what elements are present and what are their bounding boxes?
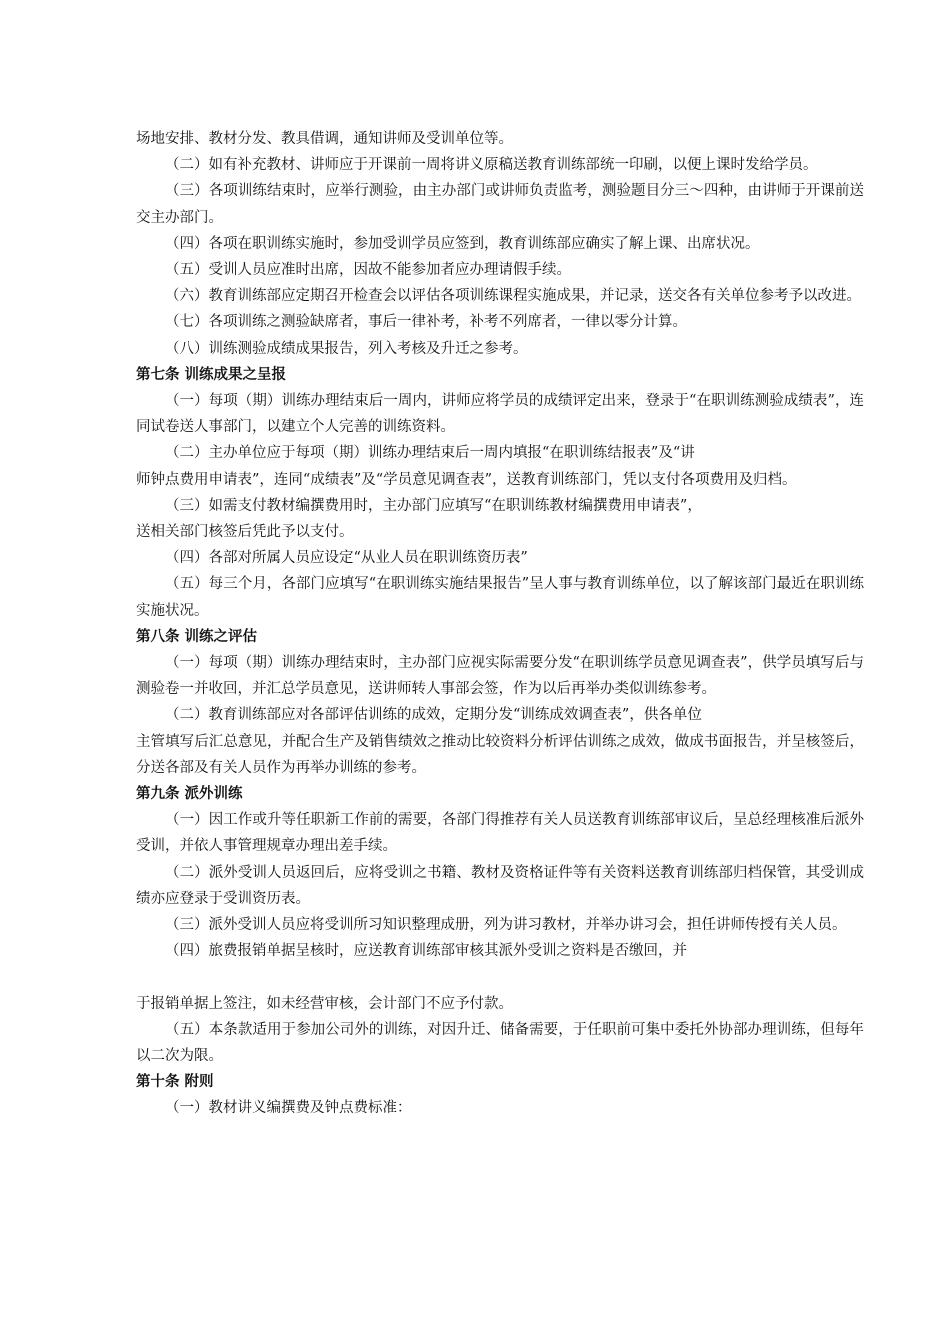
paragraph: 师钟点费用申请表”，连同“成绩表”及“学员意见调查表”，送教育训练部门，凭以支付各项费用及归档。: [136, 471, 797, 488]
section-10: [136, 1069, 864, 1121]
paragraph: （六）教育训练部应定期召开检查会以评估各项训练课程实施成果，并记录，送交各有关单位参考予以改进。: [165, 288, 861, 305]
paragraph: 送相关部门核签后凭此予以支付。: [136, 524, 354, 541]
paragraph: （五）本条款适用于参加公司外的训练，对因升迁、储备需要，于任职前可集中委托外协部办理训练，但每年以二次为限。: [136, 1021, 864, 1064]
paragraph: （二）派外受训人员返回后，应将受训之书籍、教材及资格证件等有关资料送教育训练部归档保管，其受训成绩亦应登录于受训资历表。: [136, 864, 864, 907]
intro-paragraphs: [136, 126, 864, 362]
paragraph: （七）各项训练之测验缺席者，事后一律补考，补考不列席者，一律以零分计算。: [165, 314, 687, 331]
paragraph: （三）派外受训人员应将受训所习知识整理成册，列为讲习教材，并举办讲习会，担任讲师传授有关人员。: [165, 917, 847, 934]
paragraph: 于报销单据上签注，如未经营审核，会计部门不应予付款。: [136, 995, 513, 1012]
paragraph: （一）每项（期）训练办理结束后一周内，讲师应将学员的成绩评定出来，登录于“在职训练测验成绩表”，连同试卷送人事部门，以建立个人完善的训练资料。: [136, 393, 864, 436]
paragraph: （四）各部对所属人员应设定“从业人员在职训练资历表”: [165, 550, 528, 567]
paragraph: （四）各项在职训练实施时，参加受训学员应签到，教育训练部应确实了解上课、出席状况。: [165, 235, 760, 252]
section-7: [136, 362, 864, 624]
paragraph: （一）每项（期）训练办理结束时，主办部门应视实际需要分发“在职训练学员意见调查表”，供学员填写后与测验卷一并收回，并汇总学员意见，送讲师转人事部会签，作为以后再举办类似训练参考。: [136, 655, 864, 698]
paragraph: 场地安排、教材分发、教具借调，通知讲师及受训单位等。: [136, 131, 513, 147]
paragraph: （五）每三个月，各部门应填写“在职训练实施结果报告”呈人事与教育训练单位，以了解该部门最近在职训练实施状况。: [136, 576, 864, 619]
paragraph: （二）主办单位应于每项（期）训练办理结束后一周内填报“在职训练结报表”及“讲: [165, 445, 695, 462]
paragraph: （一）教材讲义编撰费及钟点费标准：: [165, 1100, 412, 1117]
section-heading: 第七条 训练成果之呈报: [136, 366, 287, 383]
paragraph: （三）如需支付教材编撰费用时，主办部门应填写“在职训练教材编撰费用申请表”，: [165, 497, 702, 514]
paragraph: （四）旅费报销单据呈核时，应送教育训练部审核其派外受训之资料是否缴回，并: [165, 943, 687, 960]
paragraph: （二）如有补充教材、讲师应于开课前一周将讲义原稿送教育训练部统一印刷，以便上课时发给学员。: [165, 157, 818, 174]
section-8: [136, 624, 864, 781]
paragraph: （八）训练测验成绩成果报告，列入考核及升迁之参考。: [165, 340, 528, 357]
section-heading: 第十条 附则: [136, 1074, 214, 1091]
section-heading: 第九条 派外训练: [136, 786, 243, 803]
paragraph: （二）教育训练部应对各部评估训练的成效，定期分发“训练成效调查表”，供各单位: [165, 707, 702, 724]
paragraph: （五）受训人员应准时出席，因故不能参加者应办理请假手续。: [165, 262, 571, 279]
section-9: [136, 781, 864, 1069]
blank-gap: [136, 965, 864, 991]
paragraph: 主管填写后汇总意见，并配合生产及销售绩效之推动比较资料分析评估训练之成效，做成书面报告，并呈核签后，分送各部及有关人员作为再举办训练的参考。: [136, 733, 864, 776]
section-heading: 第八条 训练之评估: [136, 628, 258, 645]
paragraph: （三）各项训练结束时，应举行测验，由主办部门或讲师负责监考，测验题目分三～四种，由讲师于开课前送交主办部门。: [136, 183, 864, 226]
paragraph: （一）因工作或升等任职新工作前的需要，各部门得推荐有关人员送教育训练部审议后，呈总经理核准后派外受训，并依人事管理规章办理出差手续。: [136, 812, 864, 855]
